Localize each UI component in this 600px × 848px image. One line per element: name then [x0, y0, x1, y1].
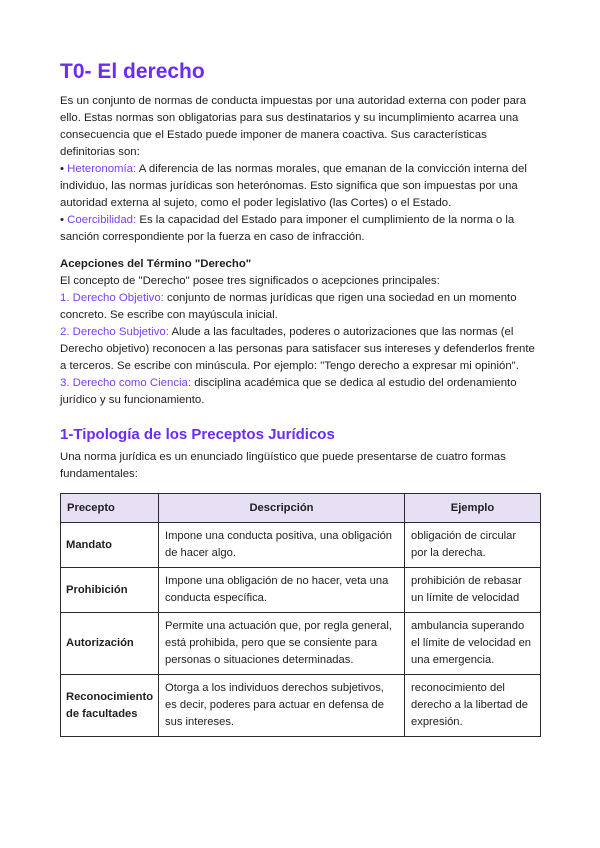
- ejemplo-cell: ambulancia superando el límite de velocidad en una emergencia.: [405, 613, 541, 675]
- page-title: T0- El derecho: [60, 60, 205, 83]
- header-descripcion: Descripción: [159, 494, 405, 523]
- characteristic-item: [60, 161, 544, 212]
- header-precepto: Precepto: [61, 494, 159, 523]
- precepto-cell: Reconocimiento de facultades: [61, 675, 159, 737]
- acepcion-term: 3. Derecho como Ciencia:: [60, 377, 192, 389]
- bullet: •: [60, 214, 64, 226]
- document-page: [60, 58, 544, 737]
- table-row: [61, 613, 541, 675]
- acepcion-item: [60, 324, 544, 375]
- acepciones-heading: Acepciones del Término "Derecho": [60, 258, 252, 270]
- characteristic-text: A diferencia de las normas morales, que emanan de la convicción interna del individuo, las normas jurídicas son heterónomas. Esto significa que son impuestas por una autoridad externa al sujeto, como el poder legislativo (las Cortes) o el Estado.: [60, 163, 527, 209]
- section-intro: Una norma jurídica es un enunciado lingüístico que puede presentarse de cuatro formas fundamentales:: [60, 451, 506, 480]
- intro-paragraph: Es un conjunto de normas de conducta impuestas por una autoridad externa con poder para ello. Estas normas son obligatorias para sus destinatarios y su incumplimiento acarrea una consecuencia que el Estado puede imponer de manera coactiva. Sus características definitorias son:: [60, 95, 527, 158]
- table-row: [61, 523, 541, 568]
- ejemplo-cell: obligación de circular por la derecha.: [405, 523, 541, 568]
- characteristic-term: Coercibilidad:: [67, 214, 137, 226]
- precepto-cell: Mandato: [61, 523, 159, 568]
- descripcion-cell: Permite una actuación que, por regla general, está prohibida, pero que se consiente para personas o situaciones determinadas.: [159, 613, 405, 675]
- precepto-cell: Autorización: [61, 613, 159, 675]
- descripcion-cell: Impone una conducta positiva, una obligación de hacer algo.: [159, 523, 405, 568]
- precepto-cell: Prohibición: [61, 568, 159, 613]
- acepcion-term: 1. Derecho Objetivo:: [60, 292, 164, 304]
- acepciones-intro: El concepto de "Derecho" posee tres significados o acepciones principales:: [60, 275, 440, 287]
- precepts-table: [60, 493, 541, 737]
- characteristic-term: Heteronomía:: [67, 163, 137, 175]
- section-heading: 1-Tipología de los Preceptos Jurídicos: [60, 426, 335, 443]
- acepcion-text: disciplina académica que se dedica al estudio del ordenamiento jurídico y su funcionamiento.: [60, 377, 517, 406]
- characteristic-text: Es la capacidad del Estado para imponer el cumplimiento de la norma o la sanción correspondiente por la fuerza en caso de infracción.: [60, 214, 515, 243]
- table-header-row: [61, 494, 541, 523]
- ejemplo-cell: reconocimiento del derecho a la libertad de expresión.: [405, 675, 541, 737]
- table-row: [61, 568, 541, 613]
- bullet: •: [60, 163, 64, 175]
- header-ejemplo: Ejemplo: [405, 494, 541, 523]
- table-row: [61, 675, 541, 737]
- acepcion-term: 2. Derecho Subjetivo:: [60, 326, 169, 338]
- descripcion-cell: Otorga a los individuos derechos subjetivos, es decir, poderes para actuar en defensa de sus intereses.: [159, 675, 405, 737]
- descripcion-cell: Impone una obligación de no hacer, veta una conducta específica.: [159, 568, 405, 613]
- characteristic-item: [60, 212, 544, 246]
- acepcion-item: [60, 290, 544, 324]
- ejemplo-cell: prohibición de rebasar un límite de velocidad: [405, 568, 541, 613]
- acepcion-text: conjunto de normas jurídicas que rigen una sociedad en un momento concreto. Se escribe con mayúscula inicial.: [60, 292, 517, 321]
- acepcion-item: [60, 375, 544, 409]
- acepcion-text: Alude a las facultades, poderes o autorizaciones que las normas (el Derecho objetivo) reconocen a las personas para satisfacer sus intereses y defenderlos frente a terceros. Se escribe con minúscula. Por ejemplo: "Tengo derecho a expresar mi opinión".: [60, 326, 535, 372]
